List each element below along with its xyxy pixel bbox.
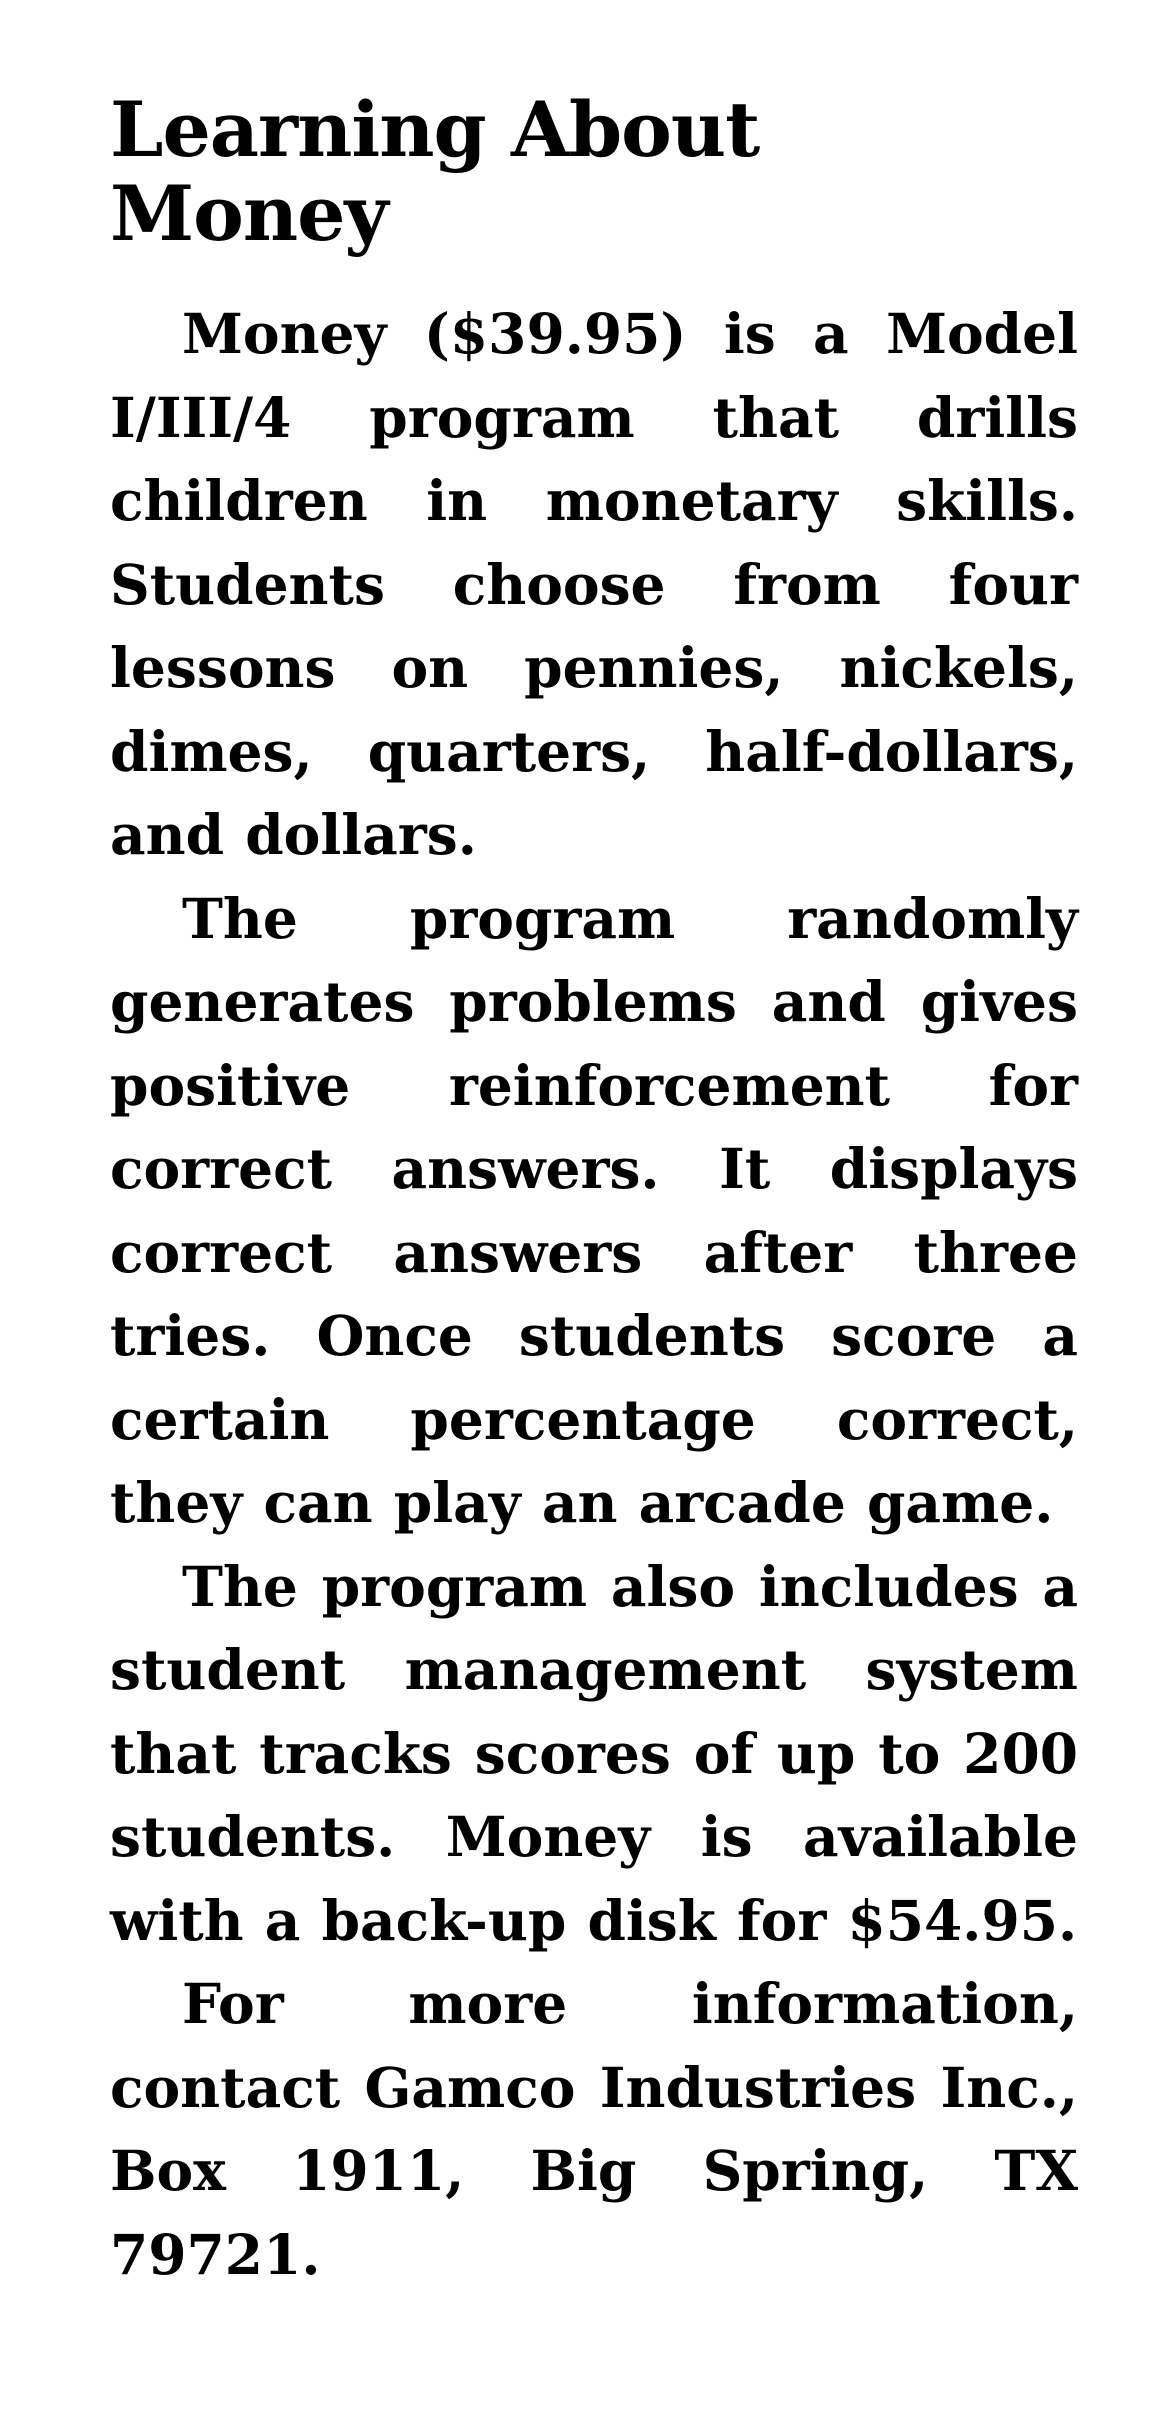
- paragraph-intro: Money ($39.95) is a Model I/III/4 program that drills children in monetary skills. Students choose from four lessons on pennies, nickels, dimes, quarters, half-dollars, and dollars.: [110, 301, 1078, 867]
- headline-line-1: Learning About: [110, 85, 760, 174]
- headline-line-2: Money: [110, 169, 388, 258]
- paragraph-contact: For more information, contact Gamco Industries Inc., Box 1911, Big Spring, TX 79721.: [110, 1971, 1078, 2287]
- paragraph-management: The program also includes a student management system that tracks scores of up to 200 students. Money is available with a back-up disk for $54.95.: [110, 1553, 1078, 1953]
- article: [110, 85, 1078, 2296]
- article-headline: [110, 85, 1078, 258]
- paragraph-features: The program randomly generates problems and gives positive reinforcement for correct answers. It displays correct answers after three tries. Once students score a certain percentage correct, they can play an arcade game.: [110, 885, 1078, 1535]
